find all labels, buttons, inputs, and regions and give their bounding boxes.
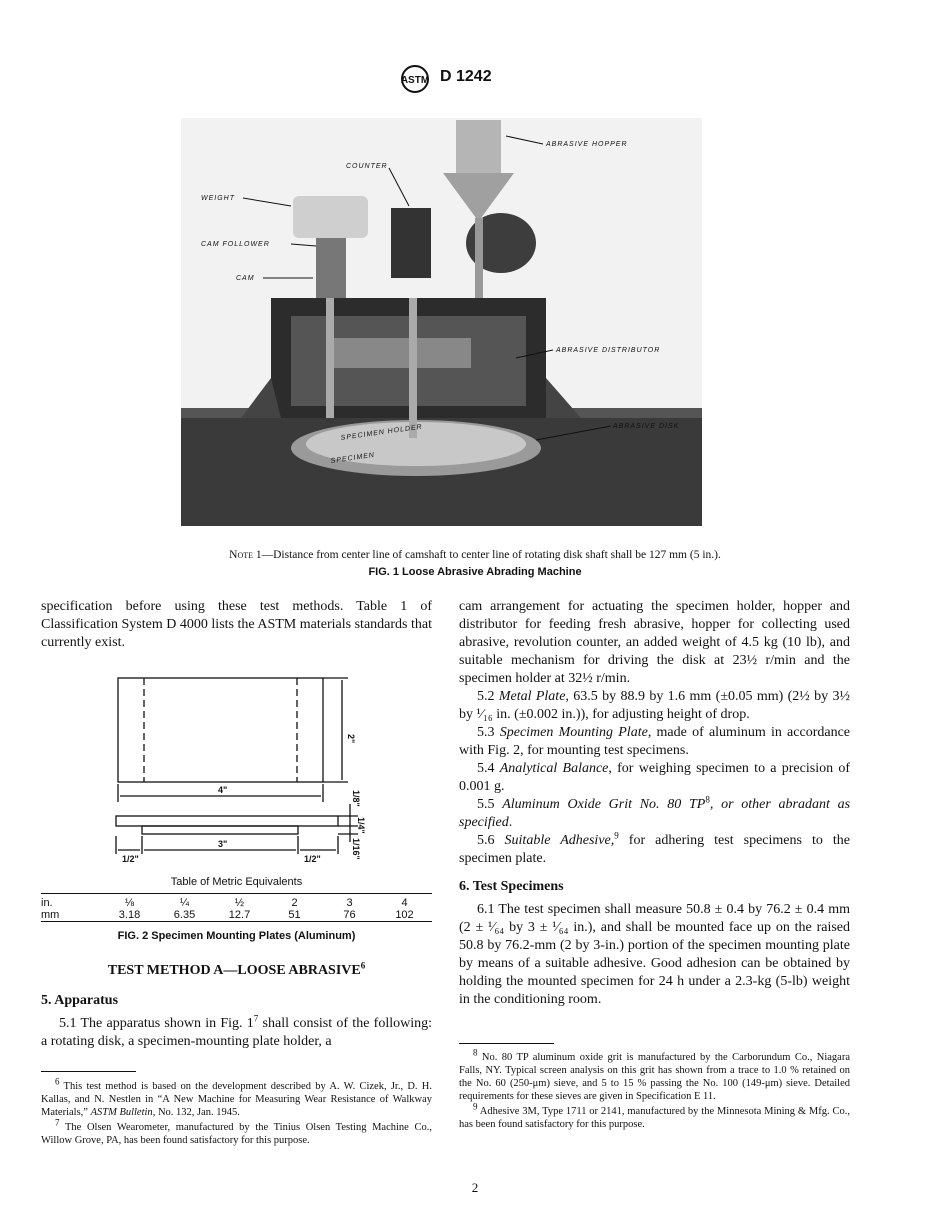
callout-weight: WEIGHT: [201, 195, 235, 202]
metric-table-title: Table of Metric Equivalents: [170, 876, 303, 888]
left-column-top: [41, 598, 432, 652]
footnote-8: $^8$ No. 80 TP aluminum oxide grit is manufactured by the Carborundum Co., Niagara Falls, NY. Typical screen analysis on this grit has shown from a trace to 1.0 % retained on the No. 60 (250-μm) sieve, and 5 to 15 % passing the No. 100 (149-μm) sieve. Detailed requirements for these sieves are given in Specification E 11.: [459, 1047, 850, 1102]
figure2-drawing: [100, 672, 370, 867]
table-cell: 12.7: [228, 909, 251, 921]
footnote-6: $^6$ This test method is based on the development described by A. W. Cizek, Jr., D. H. Kallas, and N. Nestlen in “A New Machine for Measuring Wear Resistance of Walkway Materials,” ASTM Bulletin, No. 132, Jan. 1945.: [41, 1076, 432, 1118]
section6-heading: 6. Test Specimens: [459, 879, 564, 894]
section5-heading: 5. Apparatus: [41, 993, 119, 1008]
machine-photo-illustration: [181, 118, 702, 526]
dim-4in: 4": [218, 785, 228, 795]
page-number: 2: [471, 1180, 479, 1195]
callout-cam-follower: CAM FOLLOWER: [201, 241, 270, 248]
dim-3in: 3": [218, 839, 228, 849]
callout-cam: CAM: [236, 275, 255, 282]
callout-specimen-holder: SPECIMEN HOLDER: [340, 423, 424, 442]
paragraph-5-3: 5.3 Specimen Mounting Plate, made of aluminum in accordance with Fig. 2, for mounting test specimens.: [459, 725, 851, 758]
astm-logo-icon: [398, 64, 432, 94]
metric-equivalents-table: [41, 897, 432, 921]
paragraph-5-1: 5.1 The apparatus shown in Fig. $1^7$ shall consist of the following: a rotating disk, a specimen-mounting plate holder, a: [41, 1013, 432, 1049]
table-cell: 6.35: [173, 909, 196, 921]
dim-half-right: 1/2": [304, 854, 321, 864]
table-cell: 2: [291, 897, 298, 909]
table-rule-bottom: [41, 921, 432, 922]
table-row: [41, 909, 432, 921]
table-cell: 102: [395, 909, 414, 921]
dim-sixteenth: 1/16": [351, 838, 361, 860]
dim-2in: 2": [346, 734, 356, 744]
paragraph-5-6: 5.6 Suitable Adhesive,$^9$ for adhering test specimens to the specimen plate.: [459, 830, 851, 866]
paragraph-5-2: 5.2 Metal Plate, 63.5 by 88.9 by 1.6 mm (±0.05 mm) (2½ by 3½ by ¹⁄₁₆ in. (±0.002 in.)), for adjusting height of drop.: [459, 689, 851, 722]
left-footnotes: [41, 1076, 432, 1147]
table-cell: 3.18: [118, 909, 141, 921]
right-continuation-paragraph: cam arrangement for actuating the specimen holder, hopper and distributor for feeding fresh abrasive, hopper for collecting used abrasive, revolution counter, an added weight of 4.5 kg (10 lb), and suitable mechanism for driving the disk at 23½ r/min and the specimen holder at 32½ r/min.: [459, 599, 850, 686]
note-text: —Distance from center line of camshaft to center line of rotating disk shaft shall be 127 mm (5 in.).: [261, 549, 721, 561]
callout-abrasive-disk: ABRASIVE DISK: [613, 423, 680, 430]
svg-text:ASTM: ASTM: [400, 75, 430, 86]
right-column: [459, 598, 850, 1009]
footnote-rule-right: [459, 1043, 554, 1044]
footnote-7: $^7$ The Olsen Wearometer, manufactured by the Tinius Olsen Testing Machine Co., Willow Grove, PA, has been found satisfactory for this purpose.: [41, 1117, 432, 1146]
paragraph-5-4: 5.4 Analytical Balance, for weighing specimen to a precision of 0.001 g.: [459, 761, 850, 794]
callout-specimen: SPECIMEN: [330, 451, 376, 465]
dim-quarter: 1/4": [356, 817, 366, 834]
dim-eighth: 1/8": [351, 790, 361, 807]
table-cell: ½: [234, 897, 245, 909]
table-cell: 4: [401, 897, 408, 909]
paragraph-6-1: 6.1 The test specimen shall measure 50.8 ± 0.4 by 76.2 ± 0.4 mm (2 ± ¹⁄₆₄ by 3 ± ¹⁄₆₄ in.), and shall be mounted face up on the raised 50.8 by 76.2-mm (2 by 3-in.) portion of the specimen mounting plate by means of a suitable adhesive. Good adhesion can be obtained by holding the mounted specimen for 24 h under a 2.3-kg (5-lb) weight in the conditioning room.: [459, 902, 850, 1007]
table-cell: 3: [346, 897, 353, 909]
dim-half-left: 1/2": [122, 854, 139, 864]
right-footnotes: [459, 1047, 850, 1131]
table-cell: 51: [288, 909, 301, 921]
table-cell: ⅛: [124, 897, 135, 909]
figure1-note: [0, 549, 950, 561]
note-label: Note 1: [229, 549, 262, 561]
left-column-bottom: [41, 962, 432, 1051]
figure1-photo: [181, 118, 702, 526]
callout-counter: COUNTER: [346, 163, 388, 170]
figure1-caption: FIG. 1 Loose Abrasive Abrading Machine: [368, 566, 582, 578]
document-designation: D 1242: [440, 68, 492, 85]
table-cell: mm: [41, 909, 60, 921]
method-heading: TEST METHOD A—LOOSE ABRASIVE$^6$: [107, 960, 366, 978]
callout-abrasive-hopper: ABRASIVE HOPPER: [546, 141, 628, 148]
table-cell: ¼: [179, 897, 190, 909]
table-cell: in.: [41, 897, 53, 909]
table-row: [41, 897, 432, 909]
table-rule-top: [41, 893, 432, 894]
paragraph-5-5: 5.5 Aluminum Oxide Grit No. 80 $TP^8$, or other abradant as specified.: [459, 794, 851, 830]
callout-abrasive-distributor: ABRASIVE DISTRIBUTOR: [556, 347, 661, 354]
footnote-rule-left: [41, 1071, 136, 1072]
left-continuation-paragraph: specification before using these test methods. Table 1 of Classification System D 4000 lists the ASTM materials standards that currently exist.: [41, 599, 432, 650]
table-cell: 76: [343, 909, 356, 921]
footnote-9: $^9$ Adhesive 3M, Type 1711 or 2141, manufactured by the Minnesota Mining & Mfg. Co., has been found satisfactory for this purpose.: [459, 1101, 850, 1130]
figure2-caption: FIG. 2 Specimen Mounting Plates (Aluminum): [117, 930, 356, 942]
